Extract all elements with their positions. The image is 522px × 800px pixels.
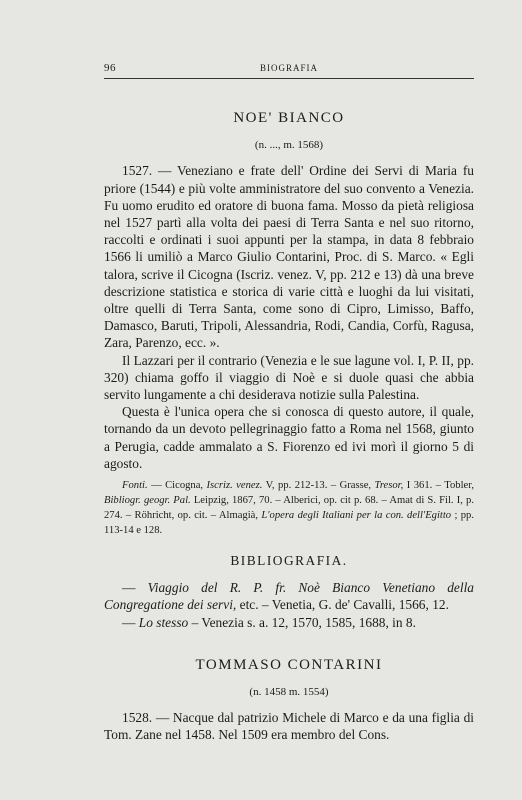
- entry-heading: TOMMASO CONTARINI: [195, 656, 383, 673]
- paragraph: 1527. — Veneziano e frate dell' Ordine dei Servi di Maria fu priore (1544) e più volte amministratore del suo convento a Venezia. Fu uomo erudito ed oratore di buona fama. Mosso da pietà religiosa nel 1527 partì alla volta dei paesi di Terra Santa e nel suo ritorno, raccolti e ordinati i suoi appunti per la stampa, in data 8 febbraio 1566 li umiliò a Marco Giulio Contarini, Proc. di S. Marco. « Egli talora, scrive il Cicogna (Iscriz. venez. V, pp. 212 e 13) dà una breve descrizione statistica e storica di varie città e luoghi da lui visitati, oltre quelli di Terra Santa, come sono di Cipro, Limisso, Baffo, Damasco, Baruti, Tripoli, Alessandria, Rodi, Candia, Corfù, Ragusa, Zara, Parenzo, ecc. ».: [104, 163, 474, 351]
- item-dash: —: [122, 580, 148, 596]
- sources-italic: L'opera degli Italiani per la con. dell'Egitto: [261, 510, 452, 522]
- bibliography-item: [104, 579, 474, 613]
- sources-italic: Tresor,: [374, 480, 404, 492]
- entry-heading: NOE' BIANCO: [233, 110, 345, 126]
- entry-dates: (n. 1458 m. 1554): [249, 686, 329, 699]
- page-number: 96: [104, 62, 116, 74]
- sources-text: I 361. – Tobler,: [403, 480, 474, 492]
- sources-text: Leipzig, 1867, 70. – Alberici, op. cit p. 68. – Amat di S. Fil. I, p. 274. – Röhricht, op. cit. – Almagià,: [104, 495, 475, 522]
- bibliography-heading: BIBLIOGRAFIA.: [230, 553, 348, 569]
- sources-note: [104, 478, 474, 538]
- header-rule: [104, 78, 474, 79]
- paragraph: 1528. — Nacque dal patrizio Michele di Marco e da una figlia di Tom. Zane nel 1458. Nel 1509 era membro del Cons.: [104, 710, 474, 743]
- page-body: [104, 110, 474, 744]
- item-title: Lo stesso: [138, 614, 189, 630]
- item-title: Viaggio del R. P. fr. Noè Bianco Venetiano della Congregatione dei servi,: [104, 580, 474, 613]
- sources-text: ; pp. 113-14 e 128.: [104, 510, 474, 537]
- sources-text: V, pp. 212-13. – Grasse,: [262, 480, 375, 492]
- bibliography-item: [104, 614, 474, 631]
- sources-italic: Bibliogr. geogr. Pal.: [104, 495, 191, 507]
- item-details: – Venezia s. a. 12, 1570, 1585, 1688, in 8.: [188, 614, 416, 630]
- sources-italic: Iscriz. venez.: [206, 480, 263, 492]
- bibliography-list: [104, 579, 474, 631]
- paragraph: Il Lazzari per il contrario (Venezia e le sue lagune vol. I, P. II, pp. 320) chiama goffo il viaggio di Noè e si duole quasi che abbia servito lungamente a chi desiderava notizie sulla Palestina.: [104, 352, 474, 403]
- sources-label: Fonti.: [122, 480, 148, 492]
- item-dash: —: [122, 614, 139, 630]
- paragraph: Questa è l'unica opera che si conosca di questo autore, il quale, tornando da un devoto pellegrinaggio fatto a Roma nel 1568, giunto a Perugia, cadde ammalato a S. Fiorenzo ed ivi morì il giorno 5 di agosto.: [104, 404, 474, 471]
- running-title: BIOGRAFIA: [259, 63, 318, 73]
- item-details: etc. – Venetia, G. de' Cavalli, 1566, 12.: [236, 597, 449, 613]
- sources-text: — Cicogna,: [147, 480, 207, 492]
- entry-dates: (n. ..., m. 1568): [254, 139, 324, 152]
